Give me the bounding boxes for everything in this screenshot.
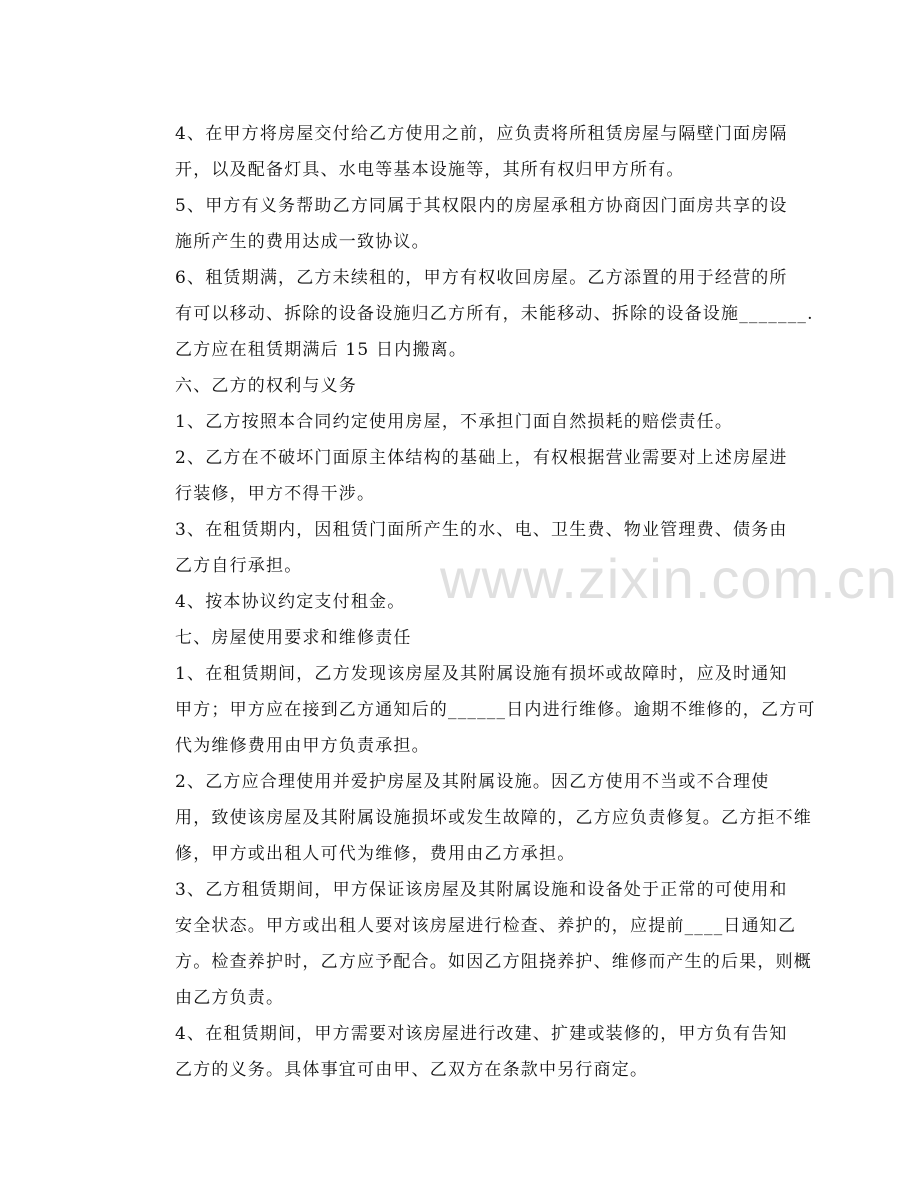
paragraph-line: 用，致使该房屋及其附属设施损坏或发生故障的，乙方应负责修复。乙方拒不维 bbox=[175, 808, 812, 828]
paragraph bbox=[140, 764, 812, 872]
paragraph-line: 乙方自行承担。 bbox=[175, 556, 303, 576]
paragraph bbox=[140, 1016, 788, 1088]
paragraph bbox=[140, 620, 780, 656]
paragraph-line: 6、租赁期满，乙方未续租的，甲方有权收回房屋。乙方添置的用于经营的所 bbox=[175, 268, 788, 288]
paragraph-line: 施所产生的费用达成一致协议。 bbox=[175, 232, 430, 252]
paragraph-line: 甲方；甲方应在接到乙方通知后的______日内进行维修。逾期不维修的，乙方可 bbox=[175, 700, 816, 720]
paragraph-line: 2、乙方应合理使用并爱护房屋及其附属设施。因乙方使用不当或不合理使 bbox=[175, 772, 770, 792]
paragraph-line: 1、在租赁期间，乙方发现该房屋及其附属设施有损坏或故障时，应及时通知 bbox=[175, 664, 788, 684]
paragraph-line: 安全状态。甲方或出租人要对该房屋进行检查、养护的，应提前____日通知乙 bbox=[175, 916, 797, 936]
watermark: www.zixin.com.cn bbox=[440, 547, 898, 610]
paragraph-line: 六、乙方的权利与义务 bbox=[175, 376, 357, 396]
paragraph bbox=[140, 872, 812, 1016]
paragraph bbox=[140, 404, 780, 440]
paragraph bbox=[140, 440, 788, 512]
paragraph-line: 4、按本协议约定支付租金。 bbox=[175, 592, 406, 612]
paragraph-line: 乙方的义务。具体事宜可由甲、乙双方在条款中另行商定。 bbox=[175, 1060, 649, 1080]
document-body bbox=[140, 116, 816, 1088]
paragraph-line: 5、甲方有义务帮助乙方同属于其权限内的房屋承租方协商因门面房共享的设 bbox=[175, 196, 788, 216]
paragraph bbox=[140, 188, 788, 260]
paragraph bbox=[140, 656, 816, 764]
paragraph-line: 开，以及配备灯具、水电等基本设施等，其所有权归甲方所有。 bbox=[175, 160, 685, 180]
paragraph-line: 2、乙方在不破坏门面原主体结构的基础上，有权根据营业需要对上述房屋进 bbox=[175, 448, 788, 468]
paragraph-line: 方。检查养护时，乙方应予配合。如因乙方阻挠养护、维修而产生的后果，则概 bbox=[175, 952, 812, 972]
paragraph bbox=[140, 512, 788, 584]
paragraph-line: 4、在甲方将房屋交付给乙方使用之前，应负责将所租赁房屋与隔壁门面房隔 bbox=[175, 124, 788, 144]
paragraph-line: 3、乙方租赁期间，甲方保证该房屋及其附属设施和设备处于正常的可使用和 bbox=[175, 880, 788, 900]
paragraph-line: 有可以移动、拆除的设备设施归乙方所有，未能移动、拆除的设备设施_______. bbox=[175, 304, 814, 324]
paragraph bbox=[140, 584, 780, 620]
paragraph bbox=[140, 368, 780, 404]
paragraph-line: 修，甲方或出租人可代为维修，费用由乙方承担。 bbox=[175, 844, 576, 864]
paragraph-line: 3、在租赁期内，因租赁门面所产生的水、电、卫生费、物业管理费、债务由 bbox=[175, 520, 788, 540]
paragraph-line: 乙方应在租赁期满后 15 日内搬离。 bbox=[175, 340, 468, 360]
paragraph-line: 行装修，甲方不得干涉。 bbox=[175, 484, 376, 504]
paragraph-line: 七、房屋使用要求和维修责任 bbox=[175, 628, 412, 648]
paragraph-line: 4、在租赁期间，甲方需要对该房屋进行改建、扩建或装修的，甲方负有告知 bbox=[175, 1024, 788, 1044]
paragraph bbox=[140, 260, 814, 368]
paragraph bbox=[140, 116, 788, 188]
paragraph-line: 由乙方负责。 bbox=[175, 988, 285, 1008]
paragraph-line: 1、乙方按照本合同约定使用房屋，不承担门面自然损耗的赔偿责任。 bbox=[175, 412, 734, 432]
paragraph-line: 代为维修费用由甲方负责承担。 bbox=[175, 736, 430, 756]
